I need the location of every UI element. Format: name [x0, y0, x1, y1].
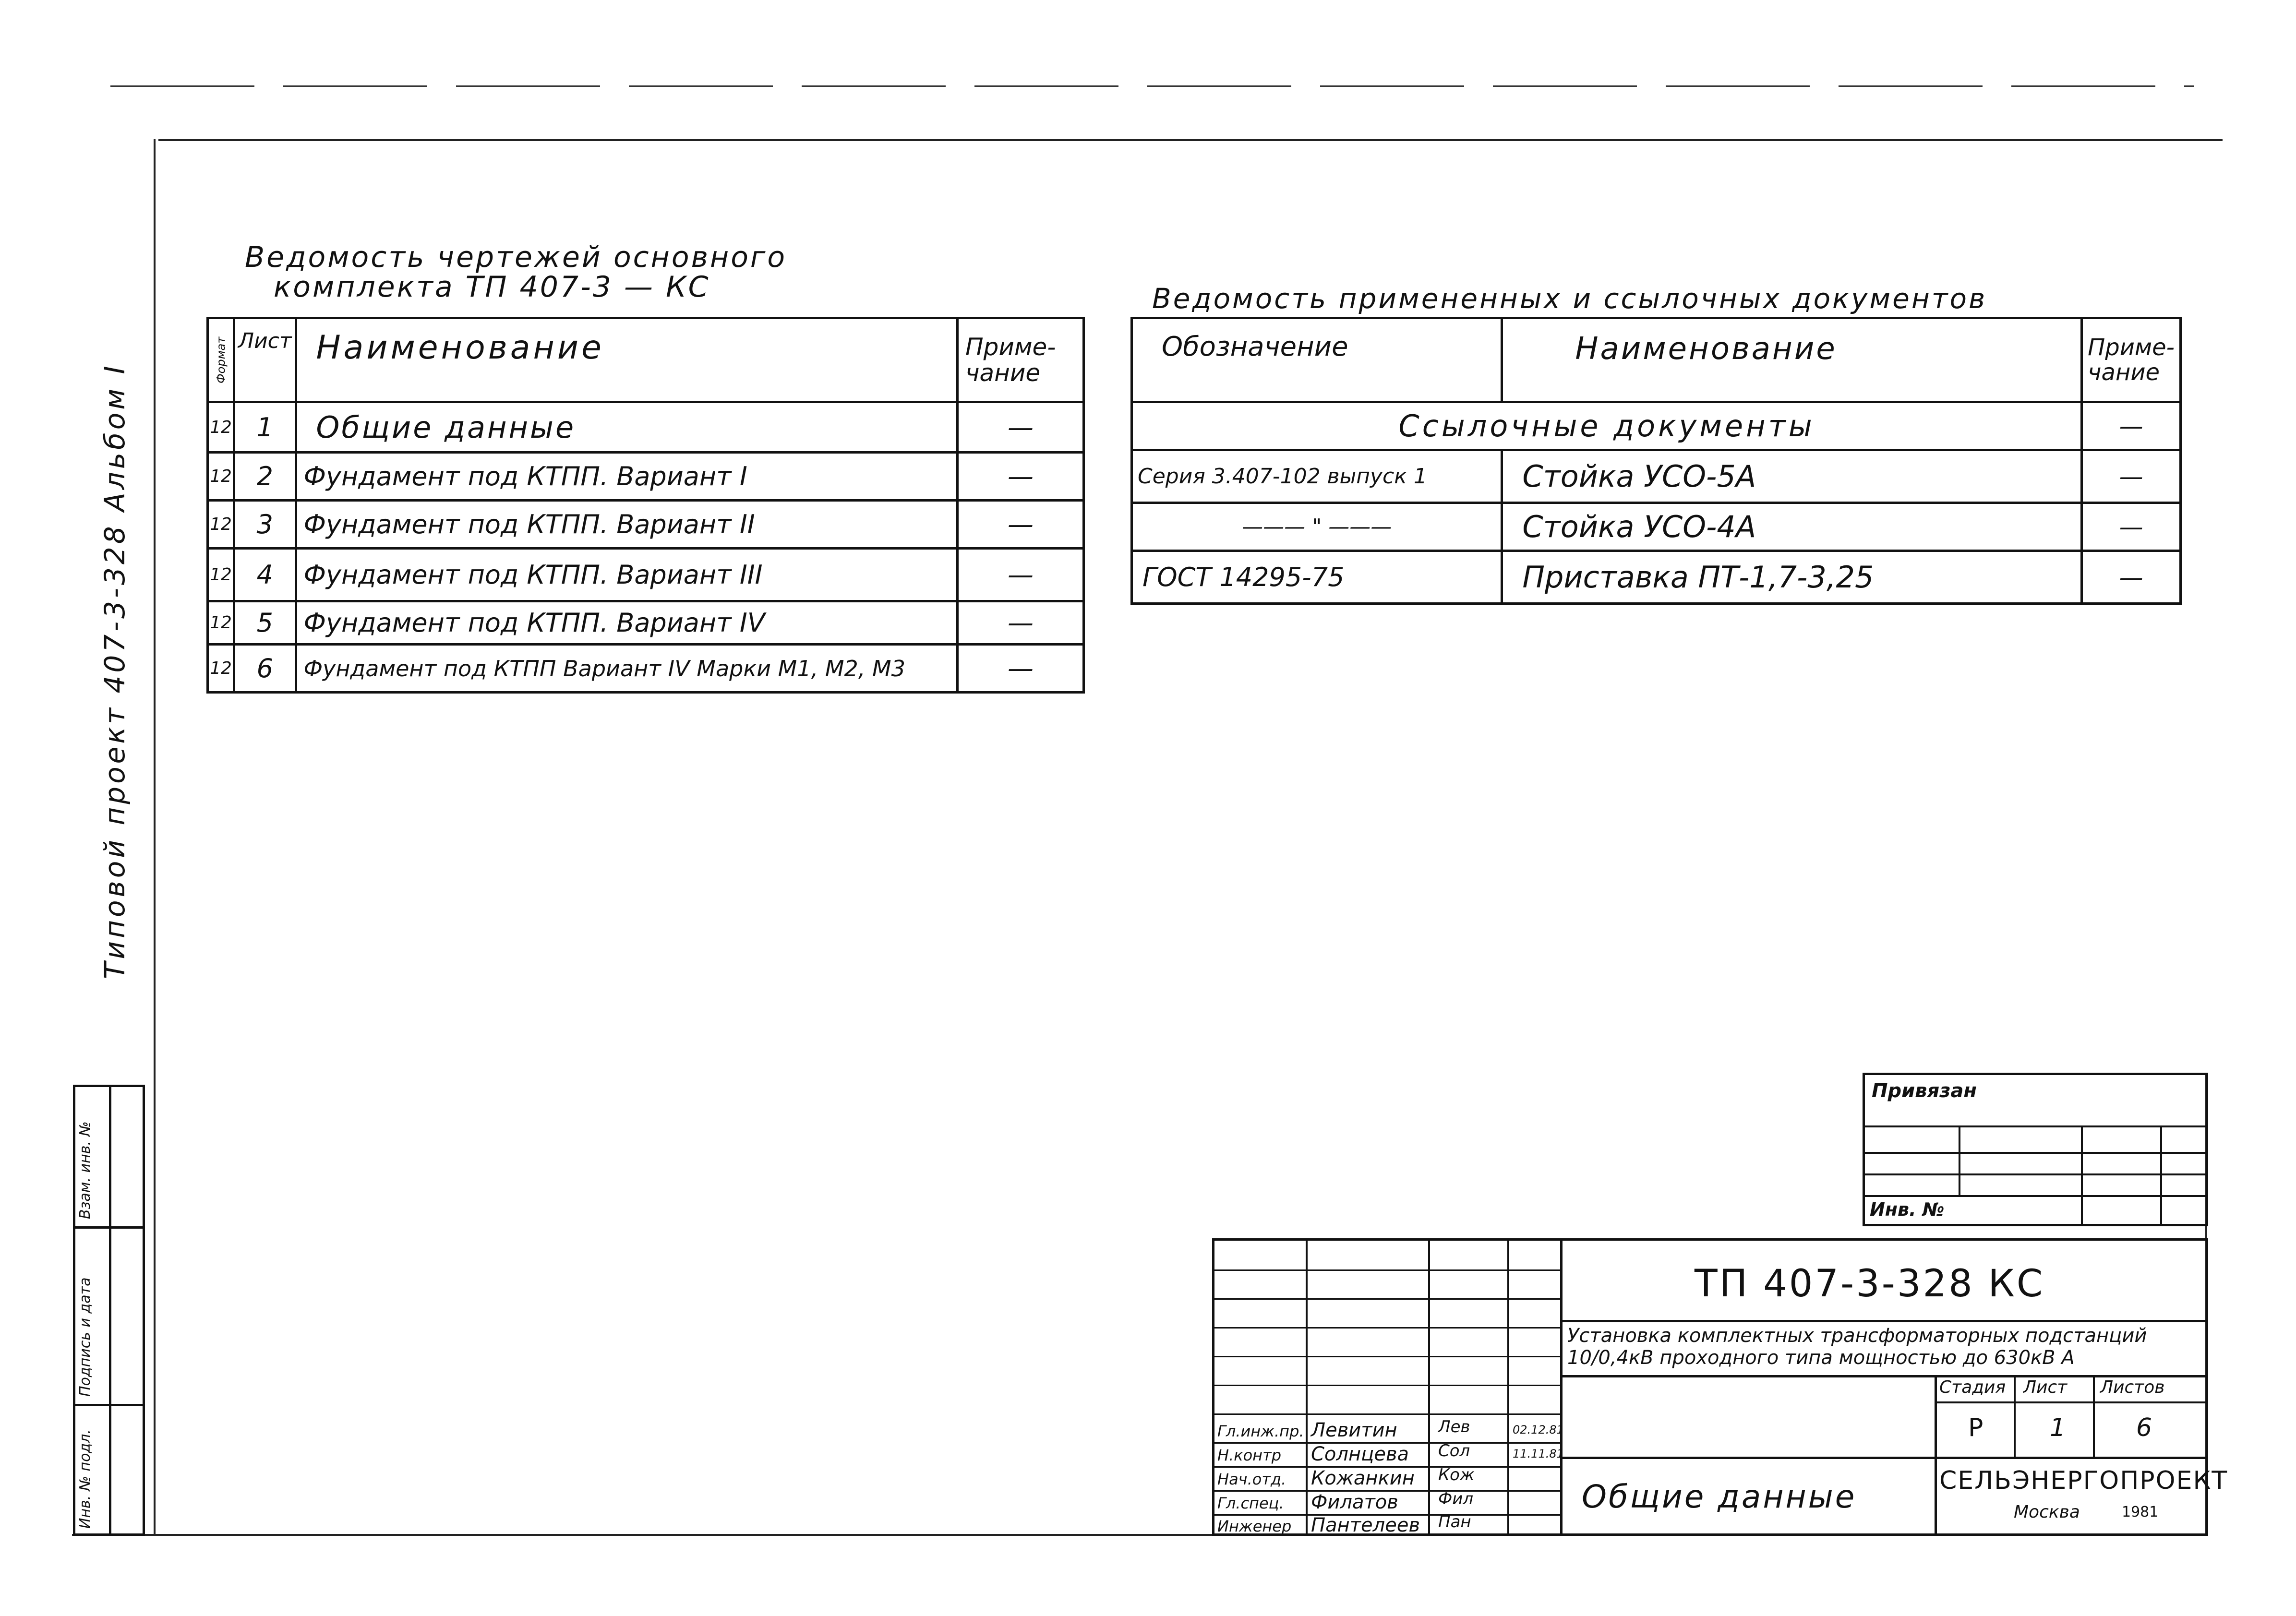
section-title: Ссылочные документы: [1132, 402, 2082, 450]
row-format: 12: [208, 453, 234, 501]
row-sheet: 2: [234, 453, 296, 501]
drawings-title-line2: комплекта ТП 407-3 — КС: [274, 270, 710, 304]
table-row: [1132, 503, 2181, 551]
header-format: Формат: [208, 318, 234, 402]
documents-list-title: Ведомость примененных и ссылочных документов: [1152, 282, 1987, 315]
row-sheet: 5: [234, 601, 296, 645]
doc-note: —: [2082, 551, 2181, 604]
table-row: [1132, 450, 2181, 503]
organization-city: Москва: [2014, 1502, 2080, 1522]
signer-role: Инженер: [1217, 1517, 1292, 1535]
doc-designation: ——— " ———: [1132, 503, 1502, 551]
doc-name: Стойка УСО-5А: [1502, 450, 2082, 503]
signer-sign: Фил: [1438, 1489, 1474, 1508]
side-sign-date: Подпись и дата: [77, 1277, 94, 1397]
signer-role: Гл.инж.пр.: [1217, 1422, 1304, 1440]
signer-date: 11.11.81: [1513, 1447, 1564, 1460]
title-block: [1212, 1238, 2228, 1536]
signer-sign: Кож: [1438, 1465, 1475, 1484]
stage-value: Р: [1968, 1413, 1983, 1442]
signer-sign: Сол: [1438, 1441, 1470, 1460]
document-code: ТП 407-3-328 КС: [1695, 1262, 2045, 1305]
row-name: Фундамент под КТПП. Вариант II: [296, 501, 957, 549]
table-row: [208, 645, 1084, 693]
row-name: Фундамент под КТПП Вариант IV Марки М1, М2, М3: [296, 645, 957, 693]
signer-sign: Пан: [1438, 1512, 1471, 1532]
table-row: [208, 453, 1084, 501]
table-row: [208, 501, 1084, 549]
row-name: Фундамент под КТПП. Вариант I: [296, 453, 957, 501]
doc-designation: ГОСТ 14295-75: [1132, 551, 1502, 604]
row-format: 12: [208, 645, 234, 693]
row-note: —: [958, 601, 1084, 645]
row-format: 12: [208, 549, 234, 601]
sheets-label: Листов: [2100, 1377, 2165, 1397]
signer-name: Филатов: [1311, 1491, 1398, 1513]
side-project-label: Типовой проект 407-3-328 Альбом I: [98, 363, 131, 979]
signer-name: Солнцева: [1311, 1443, 1409, 1465]
signer-name: Левитин: [1311, 1419, 1397, 1441]
binding-inv: Инв. №: [1870, 1199, 1945, 1220]
row-format: 12: [208, 501, 234, 549]
signer-role: Нач.отд.: [1217, 1470, 1286, 1488]
signer-role: Н.контр: [1217, 1446, 1282, 1464]
table-row: [208, 402, 1084, 453]
frame-top-line: [158, 139, 2223, 141]
signer-sign: Лев: [1438, 1417, 1470, 1436]
sheet-name: Общие данные: [1582, 1478, 1857, 1515]
sheets-value: 6: [2136, 1413, 2152, 1442]
frame-left-line: [154, 139, 156, 1536]
doc-designation: Серия 3.407-102 выпуск 1: [1132, 450, 1502, 503]
row-note: —: [958, 453, 1084, 501]
side-inv-orig: Инв. № подл.: [77, 1429, 94, 1529]
header-doc-note: Приме-чание: [2082, 318, 2181, 402]
table-row: [1132, 551, 2181, 604]
row-sheet: 6: [234, 645, 296, 693]
header-note: Приме-чание: [958, 318, 1084, 402]
doc-note: —: [2082, 450, 2181, 503]
row-format: 12: [208, 402, 234, 453]
binding-title: Привязан: [1872, 1080, 1977, 1102]
row-note: —: [958, 645, 1084, 693]
row-name: Фундамент под КТПП. Вариант III: [296, 549, 957, 601]
table-row: [208, 549, 1084, 601]
stage-label: Стадия: [1939, 1377, 2006, 1397]
sheet-label: Лист: [2023, 1377, 2068, 1397]
table-row: [208, 601, 1084, 645]
header-doc-name: Наименование: [1502, 318, 2082, 402]
row-sheet: 4: [234, 549, 296, 601]
header-designation: Обозначение: [1132, 318, 1502, 402]
drawings-list-title: [245, 242, 787, 302]
sheet-value: 1: [2050, 1413, 2066, 1442]
side-repl-inv: Взам. инв. №: [77, 1121, 94, 1219]
signer-name: Кожанкин: [1311, 1467, 1415, 1489]
signer-name: Пантелеев: [1311, 1514, 1420, 1536]
documents-table: [1130, 317, 2182, 605]
row-note: —: [958, 549, 1084, 601]
doc-note: —: [2082, 503, 2181, 551]
row-name: Общие данные: [296, 402, 957, 453]
organization: СЕЛЬЭНЕРГОПРОЕКТ: [1939, 1466, 2228, 1495]
row-note: —: [958, 402, 1084, 453]
header-name: Наименование: [296, 318, 957, 402]
doc-name: Стойка УСО-4А: [1502, 503, 2082, 551]
top-dashed-line: [110, 85, 2194, 87]
binding-box: [1863, 1073, 2208, 1226]
year: 1981: [2122, 1504, 2159, 1520]
document-description: Установка комплектных трансформаторных подстанций 10/0,4кВ проходного типа мощностью до 630кВ А: [1567, 1325, 2147, 1369]
row-note: —: [958, 501, 1084, 549]
signer-role: Гл.спец.: [1217, 1494, 1284, 1512]
drawings-table: [206, 317, 1085, 694]
header-sheet: Лист: [234, 318, 296, 402]
row-sheet: 1: [234, 402, 296, 453]
doc-name: Приставка ПТ-1,7-3,25: [1502, 551, 2082, 604]
section-note: —: [2082, 402, 2181, 450]
row-name: Фундамент под КТПП. Вариант IV: [296, 601, 957, 645]
row-format: 12: [208, 601, 234, 645]
signer-date: 02.12.81: [1513, 1423, 1564, 1436]
drawings-title-line1: Ведомость чертежей основного: [245, 240, 787, 274]
row-sheet: 3: [234, 501, 296, 549]
